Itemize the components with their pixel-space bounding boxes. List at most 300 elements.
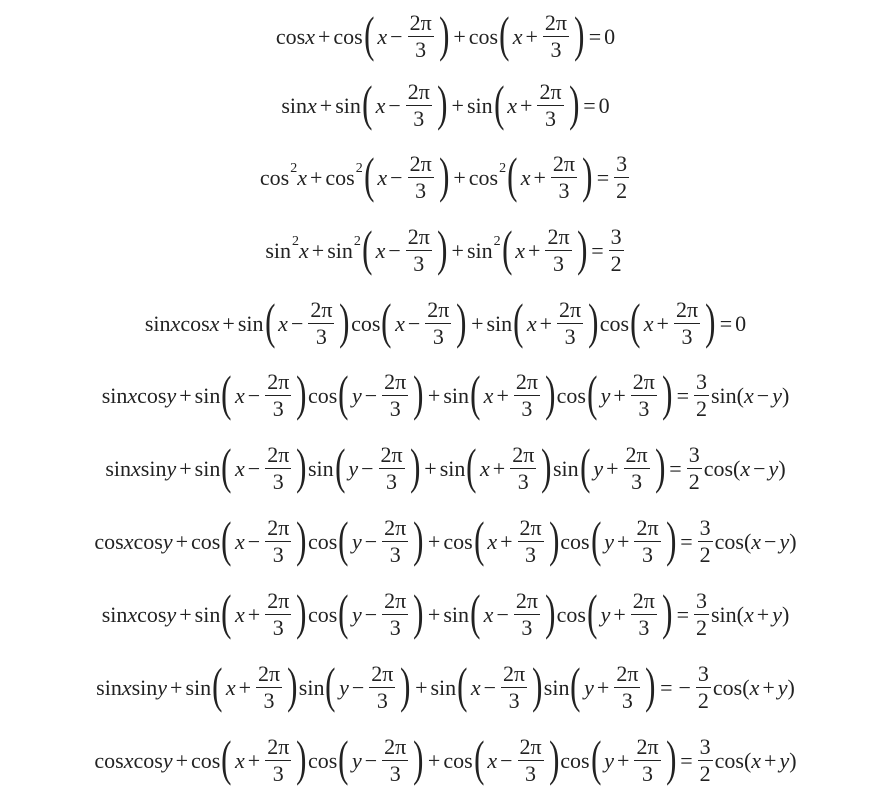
- fraction: [382, 371, 408, 420]
- left-paren: (: [221, 583, 232, 640]
- factor: [430, 656, 543, 713]
- function-text: cos: [94, 528, 124, 554]
- function-text: cos: [94, 747, 124, 773]
- right-paren: ): [296, 583, 307, 640]
- function-name: [443, 748, 472, 774]
- fraction: [265, 590, 291, 639]
- fraction-numerator: 2π: [636, 515, 659, 540]
- right-paren: ): [541, 437, 552, 494]
- operator: +: [427, 382, 441, 408]
- right-paren: ): [438, 146, 450, 203]
- operator: +: [756, 601, 770, 627]
- fraction: [687, 444, 702, 493]
- fraction: [694, 371, 709, 420]
- operator: −: [361, 455, 374, 481]
- operator: −: [364, 382, 378, 408]
- operator: +: [617, 528, 630, 554]
- rhs-function: [715, 529, 797, 555]
- function-name: [102, 602, 128, 628]
- fraction-numerator: 2π: [427, 297, 450, 322]
- left-paren: (: [325, 656, 336, 713]
- operator: +: [451, 237, 464, 263]
- left-paren: (: [493, 74, 505, 131]
- variable: x: [131, 455, 141, 481]
- factor: [102, 383, 137, 409]
- fraction: [634, 517, 660, 566]
- fraction-denominator: 3: [631, 469, 643, 494]
- rhs-function: [711, 602, 789, 628]
- right-paren: ): [413, 364, 424, 421]
- variable: x: [377, 23, 388, 49]
- fraction-denominator: 2: [697, 688, 709, 713]
- operator: +: [222, 310, 235, 336]
- paren-content: [233, 590, 295, 639]
- factor: [259, 160, 307, 191]
- fraction-numerator: 2π: [407, 224, 430, 249]
- fraction-denominator: 2: [699, 542, 711, 567]
- fraction: [382, 590, 408, 639]
- function-text: cos: [180, 310, 210, 336]
- equals-sign: =: [591, 237, 604, 263]
- fraction-numerator: 3: [699, 734, 711, 759]
- right-paren: ): [400, 656, 411, 713]
- function-name: [94, 748, 123, 774]
- function-name: [276, 24, 305, 50]
- right-paren: ): [296, 510, 307, 567]
- fraction-denominator: 3: [558, 178, 570, 203]
- variable: y: [777, 674, 788, 700]
- function-text: cos: [307, 601, 338, 627]
- function-text: cos: [443, 747, 473, 773]
- left-paren: (: [579, 437, 591, 494]
- left-paren: (: [570, 656, 581, 713]
- function-text: cos: [133, 747, 163, 773]
- operator: −: [496, 601, 509, 627]
- paren-content: [478, 444, 540, 493]
- variable: y: [351, 528, 362, 554]
- function-text: sin: [298, 674, 325, 700]
- paren-content: [602, 517, 664, 566]
- factor: [325, 146, 450, 203]
- right-paren: ): [532, 656, 543, 713]
- function-text: cos: [137, 601, 167, 627]
- function-text: sin: [443, 601, 470, 627]
- factor: [180, 311, 219, 337]
- fraction: [631, 371, 657, 420]
- exponent: 2: [499, 160, 507, 176]
- function-text: sin: [307, 455, 334, 481]
- fraction-denominator: 3: [508, 688, 520, 713]
- variable: y: [772, 382, 782, 408]
- function-name: [299, 675, 325, 701]
- operator: −: [247, 382, 261, 408]
- exponent: 2: [292, 233, 300, 249]
- variable: y: [339, 674, 349, 700]
- right-paren: ): [287, 656, 298, 713]
- fraction: [408, 12, 434, 61]
- fraction-denominator: 3: [272, 761, 284, 786]
- function-text: cos: [443, 528, 473, 554]
- operator: +: [247, 601, 261, 627]
- right-paren: ): [296, 364, 307, 421]
- equation-row: [0, 214, 891, 287]
- operator: +: [247, 747, 261, 773]
- factor: [468, 146, 594, 203]
- left-paren: (: [470, 364, 481, 421]
- function-text: sin: [543, 674, 570, 700]
- factor: [141, 456, 176, 482]
- rhs-arg-open: (: [733, 455, 741, 481]
- left-paren: (: [221, 437, 232, 494]
- left-paren: (: [473, 729, 485, 786]
- function-name: [335, 93, 361, 119]
- right-paren: ): [437, 74, 448, 131]
- function-text: sin: [466, 92, 493, 118]
- fraction-denominator: 2: [610, 251, 622, 276]
- fraction-denominator: 3: [386, 469, 398, 494]
- left-paren: (: [362, 74, 373, 131]
- fraction: [510, 444, 536, 493]
- factor: [298, 656, 412, 713]
- operator: +: [427, 528, 441, 554]
- equals-sign: =: [660, 674, 673, 700]
- fraction-numerator: 2π: [519, 515, 542, 540]
- function-text: sin: [430, 674, 457, 700]
- equation-row: [0, 724, 891, 797]
- fraction-denominator: 3: [413, 106, 425, 131]
- operator: −: [390, 164, 403, 190]
- fraction-numerator: 2π: [267, 588, 290, 613]
- fraction-denominator: 3: [415, 178, 427, 203]
- fraction: [698, 517, 713, 566]
- equation-row: [0, 69, 891, 142]
- function-name: [430, 675, 456, 701]
- variable: y: [351, 601, 362, 627]
- function-text: sin: [101, 601, 128, 627]
- function-name: [185, 675, 211, 701]
- operator: +: [427, 747, 441, 773]
- fraction-denominator: 3: [432, 324, 444, 349]
- function-text: sin: [237, 310, 264, 336]
- operator: +: [319, 92, 333, 118]
- function-name: [195, 456, 221, 482]
- variable: x: [235, 601, 245, 627]
- factor: [556, 583, 674, 640]
- function-text: cos: [307, 747, 338, 773]
- function-text: cos: [560, 747, 590, 773]
- function-name: [443, 383, 469, 409]
- right-paren: ): [576, 219, 588, 276]
- variable: x: [483, 382, 494, 408]
- factor: [307, 437, 421, 494]
- negative-sign: −: [678, 674, 691, 700]
- function-text: cos: [259, 164, 290, 190]
- rhs-arg-open: (: [736, 382, 744, 408]
- variable: x: [127, 382, 138, 408]
- paren-content: [350, 590, 412, 639]
- fraction: [382, 736, 408, 785]
- factor: [281, 93, 316, 119]
- function-text: sin: [552, 455, 579, 481]
- fraction-denominator: 3: [641, 761, 653, 786]
- operator: +: [496, 382, 509, 408]
- paren-content: [642, 299, 704, 348]
- function-name: [440, 456, 466, 482]
- factor: [439, 437, 553, 494]
- factor: [333, 5, 450, 62]
- fraction-denominator: 2: [695, 396, 707, 421]
- operator: −: [388, 237, 401, 263]
- left-paren: (: [363, 5, 375, 62]
- factor: [194, 437, 308, 494]
- left-paren: (: [513, 292, 524, 349]
- variable: y: [604, 747, 615, 773]
- variable: y: [600, 601, 611, 627]
- variable: y: [166, 601, 177, 627]
- paren-content: [375, 153, 437, 202]
- equals-sign: =: [719, 310, 733, 336]
- operator: +: [309, 164, 323, 190]
- fraction-numerator: 2π: [409, 151, 432, 176]
- fraction-numerator: 2π: [519, 734, 542, 759]
- fraction-denominator: 3: [376, 688, 388, 713]
- operator: +: [317, 23, 331, 49]
- function-text: cos: [468, 164, 499, 190]
- operator: +: [596, 674, 610, 700]
- fraction-numerator: 3: [695, 588, 707, 613]
- fraction: [379, 444, 405, 493]
- right-paren: ): [665, 510, 677, 567]
- operator: +: [179, 455, 192, 481]
- rhs-value: 0: [604, 23, 616, 49]
- function-text: cos: [325, 164, 355, 190]
- fraction: [382, 517, 408, 566]
- function-text: cos: [307, 528, 338, 554]
- operator: +: [175, 528, 189, 554]
- function-text: sin: [185, 674, 212, 700]
- exponent: 2: [290, 160, 298, 176]
- function-name: [259, 160, 298, 191]
- function-name: [238, 311, 264, 337]
- function-name: [134, 748, 163, 774]
- left-paren: (: [338, 364, 349, 421]
- fraction-denominator: 3: [389, 542, 401, 567]
- operator: +: [656, 310, 669, 336]
- fraction: [406, 81, 432, 130]
- variable: y: [768, 455, 779, 481]
- variable: x: [377, 164, 388, 190]
- factor: [96, 675, 131, 701]
- fraction: [265, 517, 291, 566]
- fraction-numerator: 2π: [544, 10, 568, 35]
- fraction: [614, 663, 640, 712]
- factor: [335, 74, 448, 131]
- operator: +: [539, 310, 553, 336]
- function-name: [600, 311, 629, 337]
- function-text: sin: [327, 237, 353, 263]
- variable: y: [604, 528, 615, 554]
- operator: +: [451, 92, 464, 118]
- function-text: cos: [275, 23, 306, 49]
- right-paren: ): [588, 292, 599, 349]
- rhs-arg-close: ): [778, 455, 786, 481]
- function-name: [308, 383, 337, 409]
- right-paren: ): [438, 5, 450, 62]
- fraction-numerator: 2π: [503, 661, 526, 686]
- equals-sign: =: [588, 23, 602, 49]
- right-paren: ): [645, 656, 656, 713]
- operator: −: [364, 747, 378, 773]
- paren-content: [337, 663, 399, 712]
- paren-content: [582, 663, 644, 712]
- factor: [560, 510, 677, 567]
- fraction-denominator: 3: [521, 615, 533, 640]
- left-paren: (: [221, 729, 232, 786]
- right-paren: ): [339, 292, 350, 349]
- fraction-denominator: 3: [263, 688, 275, 713]
- equals-sign: =: [596, 164, 610, 190]
- operator: +: [179, 382, 192, 408]
- fraction: [425, 299, 451, 348]
- equation-row: [0, 359, 891, 432]
- factor: [191, 729, 308, 786]
- fraction: [406, 226, 432, 275]
- function-name: [553, 456, 579, 482]
- variable: y: [600, 382, 611, 408]
- operator: +: [427, 601, 441, 627]
- fraction-numerator: 2π: [384, 734, 407, 759]
- factor: [466, 219, 588, 276]
- function-name: [308, 602, 337, 628]
- factor: [351, 292, 468, 349]
- factor: [94, 529, 133, 555]
- operator: +: [617, 747, 630, 773]
- variable: x: [526, 310, 537, 336]
- function-text: cos: [712, 674, 743, 700]
- variable: x: [512, 23, 523, 49]
- fraction: [265, 371, 291, 420]
- function-name: [325, 160, 363, 191]
- paren-content: [602, 736, 664, 785]
- fraction-numerator: 2π: [267, 734, 290, 759]
- fraction-denominator: 3: [389, 761, 401, 786]
- equation-row: [0, 0, 891, 73]
- fraction-numerator: 3: [699, 515, 711, 540]
- variable: y: [779, 528, 790, 554]
- operator: +: [500, 528, 513, 554]
- function-text: cos: [703, 455, 734, 481]
- function-name: [466, 233, 501, 264]
- operator: +: [492, 455, 506, 481]
- paren-content: [599, 590, 661, 639]
- left-paren: (: [363, 146, 375, 203]
- function-name: [308, 529, 337, 555]
- fraction-denominator: 3: [272, 615, 284, 640]
- factor: [102, 602, 137, 628]
- left-paren: (: [470, 583, 481, 640]
- variable: x: [487, 747, 498, 773]
- paren-content: [233, 371, 295, 420]
- right-paren: ): [548, 510, 560, 567]
- fraction-denominator: 3: [550, 37, 562, 62]
- fraction-numerator: 2π: [267, 442, 290, 467]
- factor: [443, 583, 556, 640]
- variable: x: [307, 92, 317, 118]
- function-text: cos: [468, 23, 499, 49]
- fraction: [518, 736, 544, 785]
- function-name: [145, 311, 171, 337]
- right-paren: ): [409, 437, 421, 494]
- fraction-numerator: 2π: [371, 661, 394, 686]
- fraction: [545, 226, 571, 275]
- operator: +: [762, 674, 775, 700]
- operator: −: [753, 455, 766, 481]
- paren-content: [511, 12, 573, 61]
- variable: x: [375, 237, 386, 263]
- fraction: [265, 736, 291, 785]
- paren-content: [393, 299, 455, 348]
- fraction-numerator: 3: [697, 661, 709, 686]
- fraction-denominator: 3: [389, 615, 401, 640]
- operator: −: [364, 528, 378, 554]
- left-paren: (: [264, 292, 276, 349]
- fraction-denominator: 3: [389, 396, 401, 421]
- function-text: cos: [133, 528, 163, 554]
- operator: −: [247, 528, 261, 554]
- rhs-value: 0: [735, 310, 747, 336]
- right-paren: ): [582, 146, 593, 203]
- left-paren: (: [587, 364, 598, 421]
- variable: x: [299, 237, 309, 263]
- paren-content: [374, 226, 436, 275]
- operator: −: [483, 674, 497, 700]
- fraction: [518, 517, 544, 566]
- factor: [134, 748, 173, 774]
- variable: x: [480, 455, 490, 481]
- fraction: [624, 444, 650, 493]
- paren-content: [350, 371, 412, 420]
- function-text: sin: [194, 455, 221, 481]
- factor: [556, 364, 674, 421]
- equals-sign: =: [680, 528, 693, 554]
- function-text: sin: [281, 92, 308, 118]
- equation-row: [0, 505, 891, 578]
- function-name: [351, 311, 380, 337]
- function-name: [560, 529, 589, 555]
- variable: x: [744, 601, 754, 627]
- variable: y: [162, 747, 173, 773]
- function-text: sin: [439, 455, 466, 481]
- function-name: [557, 602, 586, 628]
- fraction-denominator: 3: [272, 542, 284, 567]
- factor: [134, 529, 173, 555]
- variable: x: [305, 23, 315, 49]
- equals-sign: =: [669, 455, 682, 481]
- fraction-numerator: 2π: [258, 661, 281, 686]
- variable: y: [166, 382, 177, 408]
- function-name: [468, 160, 507, 191]
- left-paren: (: [362, 219, 373, 276]
- fraction: [674, 299, 700, 348]
- exponent: 2: [355, 160, 363, 176]
- equals-sign: =: [676, 601, 689, 627]
- rhs-arg-close: ): [781, 601, 790, 627]
- left-paren: (: [630, 292, 641, 349]
- variable: x: [643, 310, 654, 336]
- fraction: [614, 153, 629, 202]
- variable: x: [235, 747, 245, 773]
- function-name: [102, 383, 128, 409]
